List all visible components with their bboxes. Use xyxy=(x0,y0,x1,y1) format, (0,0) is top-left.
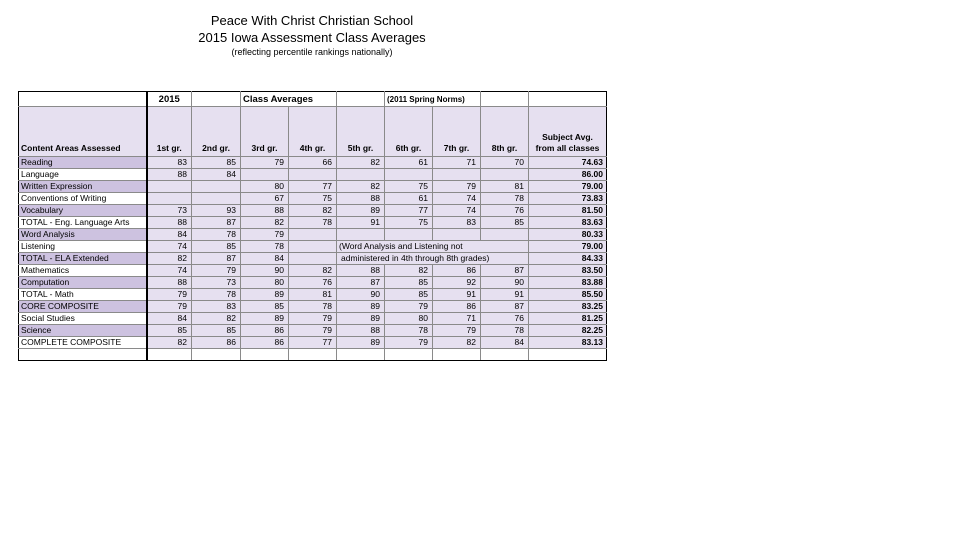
grade-value-cell xyxy=(192,193,241,205)
row-label: Conventions of Writing xyxy=(19,193,147,205)
grade-value-cell: 61 xyxy=(385,157,433,169)
grade-value-cell: 78 xyxy=(289,217,337,229)
grade-value-cell: 88 xyxy=(147,169,192,181)
grade-value-cell: 78 xyxy=(192,229,241,241)
subject-average-cell: 80.33 xyxy=(529,229,607,241)
grade-value-cell: 86 xyxy=(241,337,289,349)
grade-value-cell: 79 xyxy=(241,157,289,169)
grade-value-cell: 78 xyxy=(481,193,529,205)
grade-value-cell: 83 xyxy=(147,157,192,169)
grade-value-cell: 67 xyxy=(241,193,289,205)
grade-value-cell: 84 xyxy=(241,253,289,265)
grade-header: 4th gr. xyxy=(289,107,337,157)
row-label: Vocabulary xyxy=(19,205,147,217)
grade-value-cell xyxy=(289,241,337,253)
grade-value-cell: 79 xyxy=(289,313,337,325)
subject-average-cell: 83.25 xyxy=(529,301,607,313)
table-row xyxy=(19,229,607,241)
grade-value-cell: 79 xyxy=(192,265,241,277)
subject-average-cell: 83.13 xyxy=(529,337,607,349)
grade-value-cell xyxy=(385,169,433,181)
grade-value-cell xyxy=(289,169,337,181)
grade-value-cell: 79 xyxy=(433,181,481,193)
grade-value-cell: 86 xyxy=(241,325,289,337)
row-label: Listening xyxy=(19,241,147,253)
table-row xyxy=(19,253,607,265)
subject-avg-header-line1: Subject Avg. xyxy=(542,132,593,142)
subject-average-cell: 81.50 xyxy=(529,205,607,217)
grade-value-cell: 90 xyxy=(241,265,289,277)
grade-value-cell: 90 xyxy=(481,277,529,289)
grade-value-cell: 84 xyxy=(192,169,241,181)
grade-value-cell: 83 xyxy=(192,301,241,313)
grade-value-cell: 90 xyxy=(337,289,385,301)
grade-value-cell: 82 xyxy=(289,205,337,217)
grade-value-cell xyxy=(192,181,241,193)
grade-value-cell: 81 xyxy=(289,289,337,301)
grade-value-cell xyxy=(433,229,481,241)
row-label: COMPLETE COMPOSITE xyxy=(19,337,147,349)
grade-value-cell: 61 xyxy=(385,193,433,205)
grade-value-cell: 73 xyxy=(147,205,192,217)
report-title-block xyxy=(0,12,624,59)
blank-cell xyxy=(385,349,433,361)
grade-value-cell: 78 xyxy=(385,325,433,337)
table-row xyxy=(19,325,607,337)
grade-value-cell: 82 xyxy=(289,265,337,277)
not-administered-note: administered in 4th through 8th grades) xyxy=(337,253,529,265)
grade-value-cell: 76 xyxy=(289,277,337,289)
header-empty-cell xyxy=(529,92,607,107)
grade-header: 1st gr. xyxy=(147,107,192,157)
table-row xyxy=(19,337,607,349)
row-label: Language xyxy=(19,169,147,181)
row-label: Written Expression xyxy=(19,181,147,193)
year-cell: 2015 xyxy=(147,92,192,107)
grade-value-cell: 88 xyxy=(337,325,385,337)
grade-value-cell: 74 xyxy=(147,241,192,253)
grade-value-cell: 75 xyxy=(385,181,433,193)
row-label: TOTAL - ELA Extended xyxy=(19,253,147,265)
grade-value-cell: 81 xyxy=(481,181,529,193)
grade-value-cell: 86 xyxy=(192,337,241,349)
grade-value-cell: 87 xyxy=(337,277,385,289)
grade-value-cell: 89 xyxy=(241,313,289,325)
grade-header: 8th gr. xyxy=(481,107,529,157)
grade-value-cell xyxy=(337,229,385,241)
grade-value-cell: 89 xyxy=(337,301,385,313)
grade-value-cell: 85 xyxy=(192,157,241,169)
subject-average-cell: 86.00 xyxy=(529,169,607,181)
grade-value-cell: 82 xyxy=(192,313,241,325)
header-empty-cell xyxy=(481,92,529,107)
blank-cell xyxy=(481,349,529,361)
grade-value-cell: 82 xyxy=(337,181,385,193)
header-empty-cell xyxy=(337,92,385,107)
subject-average-cell: 79.00 xyxy=(529,241,607,253)
row-label: Social Studies xyxy=(19,313,147,325)
blank-cell xyxy=(147,349,192,361)
grade-value-cell: 82 xyxy=(385,265,433,277)
blank-row xyxy=(19,349,607,361)
grade-value-cell xyxy=(385,229,433,241)
grade-value-cell: 85 xyxy=(241,301,289,313)
grade-header: 7th gr. xyxy=(433,107,481,157)
grade-value-cell: 79 xyxy=(433,325,481,337)
grade-value-cell xyxy=(147,181,192,193)
norms-cell: (2011 Spring Norms) xyxy=(385,92,481,107)
grade-value-cell: 78 xyxy=(192,289,241,301)
grade-value-cell: 77 xyxy=(385,205,433,217)
blank-cell xyxy=(529,349,607,361)
grade-value-cell: 74 xyxy=(433,205,481,217)
row-label: Reading xyxy=(19,157,147,169)
grade-value-cell xyxy=(289,253,337,265)
grade-value-cell: 82 xyxy=(147,337,192,349)
table-row xyxy=(19,169,607,181)
grade-value-cell: 74 xyxy=(147,265,192,277)
grade-value-cell: 76 xyxy=(481,313,529,325)
grade-header: 6th gr. xyxy=(385,107,433,157)
grade-value-cell xyxy=(289,229,337,241)
grade-value-cell: 79 xyxy=(385,337,433,349)
grade-header: 3rd gr. xyxy=(241,107,289,157)
grade-value-cell: 87 xyxy=(481,301,529,313)
grade-value-cell: 88 xyxy=(337,265,385,277)
grade-value-cell xyxy=(241,169,289,181)
grade-value-cell: 79 xyxy=(289,325,337,337)
grade-value-cell xyxy=(433,169,481,181)
table-row xyxy=(19,157,607,169)
grade-value-cell: 79 xyxy=(147,301,192,313)
grade-value-cell: 73 xyxy=(192,277,241,289)
grade-value-cell: 85 xyxy=(192,241,241,253)
grade-value-cell: 88 xyxy=(147,217,192,229)
grade-value-cell: 77 xyxy=(289,337,337,349)
grade-value-cell: 80 xyxy=(241,181,289,193)
grade-header: 2nd gr. xyxy=(192,107,241,157)
subject-average-cell: 83.88 xyxy=(529,277,607,289)
content-areas-header: Content Areas Assessed xyxy=(19,107,147,157)
table-row xyxy=(19,217,607,229)
grade-value-cell: 84 xyxy=(147,313,192,325)
grade-value-cell: 89 xyxy=(337,337,385,349)
table-row xyxy=(19,265,607,277)
table-row xyxy=(19,181,607,193)
grade-value-cell: 93 xyxy=(192,205,241,217)
grade-header: 5th gr. xyxy=(337,107,385,157)
subject-average-cell: 73.83 xyxy=(529,193,607,205)
grade-value-cell: 86 xyxy=(433,265,481,277)
grade-value-cell: 75 xyxy=(385,217,433,229)
blank-cell xyxy=(289,349,337,361)
table-row xyxy=(19,241,607,253)
grade-value-cell: 89 xyxy=(337,313,385,325)
grade-value-cell: 86 xyxy=(433,301,481,313)
grade-value-cell: 92 xyxy=(433,277,481,289)
grade-value-cell: 71 xyxy=(433,313,481,325)
grade-value-cell: 87 xyxy=(481,265,529,277)
grade-value-cell: 84 xyxy=(147,229,192,241)
subject-average-cell: 83.50 xyxy=(529,265,607,277)
table-row xyxy=(19,301,607,313)
grade-value-cell: 74 xyxy=(433,193,481,205)
header-row-columns xyxy=(19,107,607,157)
subject-average-cell: 85.50 xyxy=(529,289,607,301)
header-row-top xyxy=(19,92,607,107)
grade-value-cell: 78 xyxy=(289,301,337,313)
table-row xyxy=(19,289,607,301)
subject-avg-header-line2: from all classes xyxy=(535,143,600,153)
header-blank-cell xyxy=(19,92,147,107)
row-label: CORE COMPOSITE xyxy=(19,301,147,313)
grade-value-cell: 85 xyxy=(481,217,529,229)
grade-value-cell xyxy=(481,169,529,181)
grade-value-cell: 84 xyxy=(481,337,529,349)
grade-value-cell xyxy=(147,193,192,205)
grade-value-cell: 80 xyxy=(241,277,289,289)
table-row xyxy=(19,205,607,217)
report-subtitle: (reflecting percentile rankings nationally) xyxy=(231,47,393,57)
grade-value-cell: 66 xyxy=(289,157,337,169)
blank-cell xyxy=(19,349,147,361)
blank-cell xyxy=(192,349,241,361)
grade-value-cell: 82 xyxy=(337,157,385,169)
table-row xyxy=(19,313,607,325)
grade-value-cell: 71 xyxy=(433,157,481,169)
grade-value-cell: 87 xyxy=(192,217,241,229)
grade-value-cell: 85 xyxy=(385,277,433,289)
subject-average-cell: 82.25 xyxy=(529,325,607,337)
blank-cell xyxy=(337,349,385,361)
grade-value-cell: 79 xyxy=(241,229,289,241)
grade-value-cell: 70 xyxy=(481,157,529,169)
grade-value-cell: 85 xyxy=(147,325,192,337)
grade-value-cell: 75 xyxy=(289,193,337,205)
blank-cell xyxy=(241,349,289,361)
grade-value-cell: 91 xyxy=(337,217,385,229)
report-title: 2015 Iowa Assessment Class Averages xyxy=(198,30,426,45)
grade-value-cell: 83 xyxy=(433,217,481,229)
grade-value-cell: 78 xyxy=(241,241,289,253)
header-empty-cell xyxy=(192,92,241,107)
grade-value-cell: 82 xyxy=(241,217,289,229)
row-label: TOTAL - Math xyxy=(19,289,147,301)
blank-cell xyxy=(433,349,481,361)
grade-value-cell: 85 xyxy=(192,325,241,337)
grade-value-cell: 76 xyxy=(481,205,529,217)
subject-average-cell: 79.00 xyxy=(529,181,607,193)
grade-value-cell xyxy=(337,169,385,181)
grade-value-cell: 91 xyxy=(433,289,481,301)
row-label: Science xyxy=(19,325,147,337)
subject-average-cell: 81.25 xyxy=(529,313,607,325)
subject-average-cell: 84.33 xyxy=(529,253,607,265)
table-row xyxy=(19,277,607,289)
table-row xyxy=(19,193,607,205)
grade-value-cell: 88 xyxy=(147,277,192,289)
grade-value-cell: 91 xyxy=(481,289,529,301)
grade-value-cell: 77 xyxy=(289,181,337,193)
row-label: Computation xyxy=(19,277,147,289)
subject-average-cell: 83.63 xyxy=(529,217,607,229)
grade-value-cell: 88 xyxy=(337,193,385,205)
grade-value-cell: 82 xyxy=(433,337,481,349)
grade-value-cell: 87 xyxy=(192,253,241,265)
row-label: Word Analysis xyxy=(19,229,147,241)
class-averages-table xyxy=(18,91,607,361)
not-administered-note: (Word Analysis and Listening not xyxy=(337,241,529,253)
grade-value-cell: 80 xyxy=(385,313,433,325)
subject-avg-header xyxy=(529,107,607,157)
grade-value-cell: 78 xyxy=(481,325,529,337)
class-averages-cell: Class Averages xyxy=(241,92,337,107)
subject-average-cell: 74.63 xyxy=(529,157,607,169)
grade-value-cell: 89 xyxy=(241,289,289,301)
grade-value-cell: 85 xyxy=(385,289,433,301)
row-label: Mathematics xyxy=(19,265,147,277)
grade-value-cell: 79 xyxy=(147,289,192,301)
grade-value-cell: 89 xyxy=(337,205,385,217)
grade-value-cell: 88 xyxy=(241,205,289,217)
school-name: Peace With Christ Christian School xyxy=(210,13,414,28)
row-label: TOTAL - Eng. Language Arts xyxy=(19,217,147,229)
grade-value-cell: 82 xyxy=(147,253,192,265)
grade-value-cell xyxy=(481,229,529,241)
grade-value-cell: 79 xyxy=(385,301,433,313)
